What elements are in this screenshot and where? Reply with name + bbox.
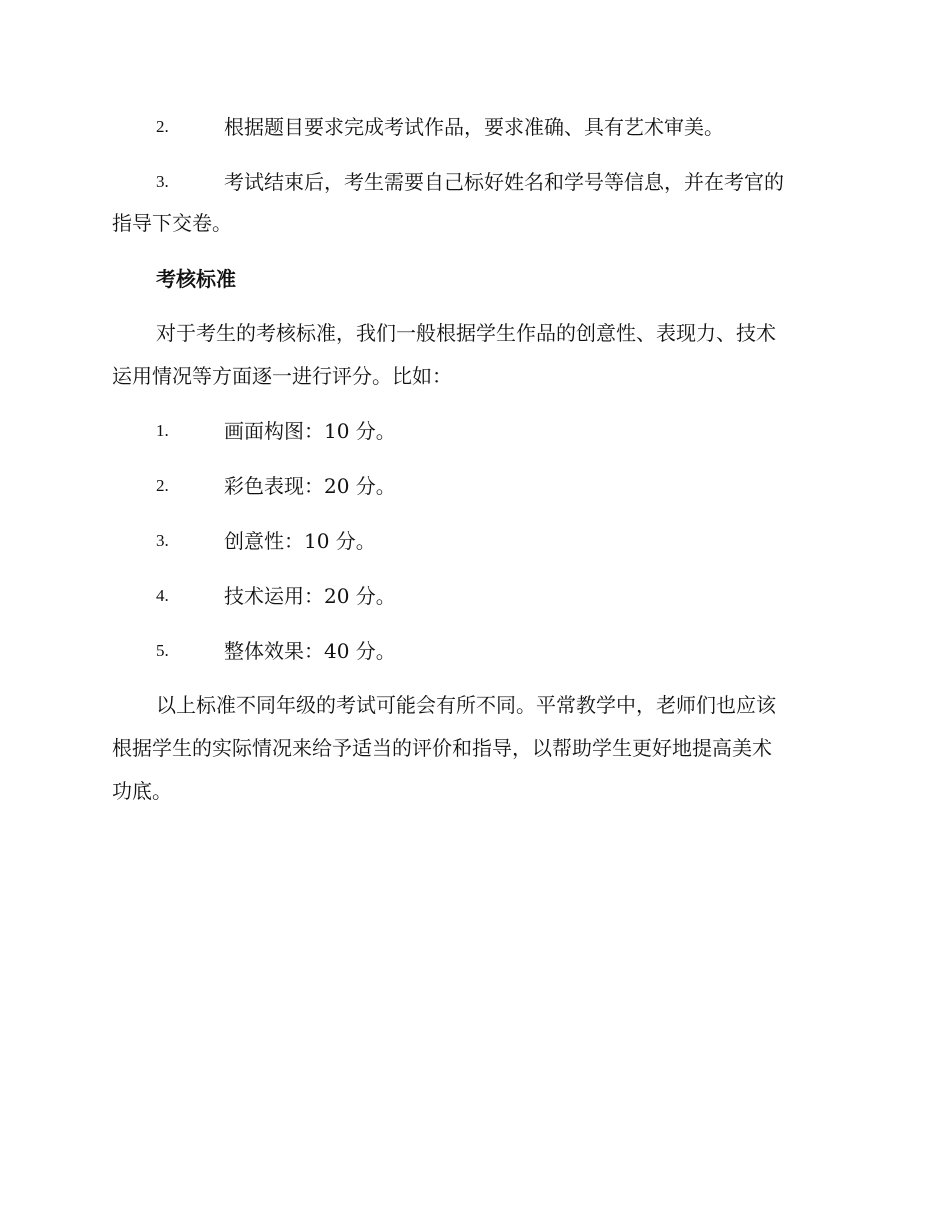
criteria-item [0, 526, 950, 556]
criteria-item [0, 581, 950, 611]
criteria-text: 技术运用：20 分。 [224, 584, 396, 608]
intro-paragraph-line: 运用情况等方面逐一进行评分。比如： [112, 364, 452, 388]
criteria-text: 彩色表现：20 分。 [224, 474, 396, 498]
list-item-text: 根据题目要求完成考试作品，要求准确、具有艺术审美。 [224, 115, 724, 139]
closing-paragraph-line: 以上标准不同年级的考试可能会有所不同。平常教学中，老师们也应该 [156, 693, 776, 717]
list-item-continuation: 指导下交卷。 [112, 211, 232, 235]
list-number: 2. [156, 117, 169, 136]
criteria-item [0, 416, 950, 446]
criteria-item [0, 471, 950, 501]
list-number: 5. [156, 641, 169, 660]
list-item [0, 112, 950, 142]
list-number: 3. [156, 172, 169, 191]
list-number: 4. [156, 586, 169, 605]
list-item-text: 考试结束后，考生需要自己标好姓名和学号等信息，并在考官的 [224, 170, 784, 194]
criteria-text: 创意性：10 分。 [224, 529, 376, 553]
list-number: 1. [156, 421, 169, 440]
list-number: 3. [156, 531, 169, 550]
section-heading: 考核标准 [156, 267, 236, 291]
list-number: 2. [156, 476, 169, 495]
criteria-item [0, 636, 950, 666]
closing-paragraph-line: 功底。 [112, 779, 172, 803]
closing-paragraph-line: 根据学生的实际情况来给予适当的评价和指导，以帮助学生更好地提高美术 [112, 736, 772, 760]
intro-paragraph-line: 对于考生的考核标准，我们一般根据学生作品的创意性、表现力、技术 [156, 321, 776, 345]
criteria-text: 整体效果：40 分。 [224, 639, 396, 663]
criteria-text: 画面构图：10 分。 [224, 419, 396, 443]
list-item [0, 167, 950, 197]
